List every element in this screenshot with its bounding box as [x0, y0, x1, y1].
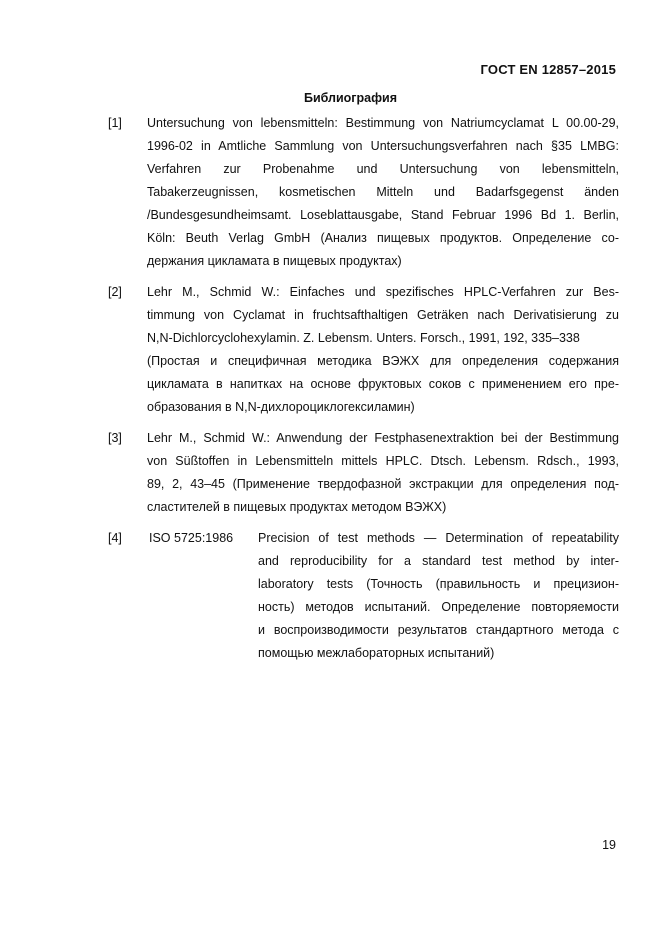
reference-line: сластителей в пищевых продуктах методом ВЭЖХ) — [147, 500, 447, 514]
reference-number: [4] — [108, 531, 122, 545]
page-number: 19 — [602, 838, 616, 852]
reference-line: цикламата в напитках на основе фруктовых соков с применением его пре- — [147, 377, 619, 391]
reference-line: /Bundesgesundheimsamt. Loseblattausgabe, Stand Februar 1996 Bd 1. Berlin, — [147, 208, 619, 222]
reference-line: помощью межлабораторных испытаний) — [258, 646, 495, 660]
reference-text — [147, 427, 619, 519]
reference-line: держания цикламата в пищевых продуктах) — [147, 254, 402, 268]
reference-line: Lehr M., Schmid W.: Anwendung der Festphasenextraktion bei der Bestimmung — [147, 431, 619, 445]
reference-line: Precision of test methods — Determination of repeatability — [258, 531, 619, 545]
reference-standard-code: ISO 5725:1986 — [149, 531, 234, 545]
reference-text — [258, 527, 619, 665]
reference-line: laboratory tests (Точность (правильность и прецизион- — [258, 577, 619, 591]
reference-number: [3] — [108, 431, 122, 445]
reference-number: [1] — [108, 116, 122, 130]
section-title-text: Библиография — [303, 91, 398, 105]
reference-line: Verfahren zur Probenahme und Untersuchung von lebensmitteln, — [147, 162, 619, 176]
reference-line: N,N-Dichlorcyclohexylamin. Z. Lebensm. Unters. Forsch., 1991, 192, 335–338 — [147, 331, 580, 345]
reference-line: Tabakerzeugnissen, kosmetischen Mitteln und Badarfsgegenst änden — [147, 185, 619, 199]
standard-designation: ГОСТ EN 12857–2015 — [480, 62, 616, 77]
reference-text — [147, 112, 619, 273]
reference-line: ность) методов испытаний. Определение повторяемости — [258, 600, 619, 614]
reference-line: и воспроизводимости результатов стандартного метода с — [258, 623, 619, 637]
reference-line: (Простая и специфичная методика ВЭЖХ для определения содержания — [147, 354, 619, 368]
reference-line: образования в N,N-дихлороциклогексиламин) — [147, 400, 415, 414]
reference-line: von Süßtoffen in Lebensmitteln mittels HPLC. Dtsch. Lebensm. Rdsch., 1993, — [147, 454, 619, 468]
reference-line: and reproducibility for a standard test method by inter- — [258, 554, 619, 568]
reference-line: Lehr M., Schmid W.: Einfaches und spezifisches HPLC-Verfahren zur Bes- — [147, 285, 619, 299]
section-title — [0, 91, 661, 105]
reference-line: Köln: Beuth Verlag GmbH (Анализ пищевых продуктов. Определение со- — [147, 231, 619, 245]
reference-number: [2] — [108, 285, 122, 299]
reference-text — [147, 281, 619, 419]
reference-line: Untersuchung von lebensmitteln: Bestimmung von Natriumcyclamat L 00.00-29, — [147, 116, 619, 130]
reference-line: 89, 2, 43–45 (Применение твердофазной экстракции для определения под- — [147, 477, 619, 491]
reference-line: timmung von Cyclamat in fruchtsafthaltigen Geträken nach Derivatisierung zu — [147, 308, 619, 322]
reference-line: 1996-02 in Amtliche Sammlung von Untersuchungsverfahren nach §35 LMBG: — [147, 139, 619, 153]
